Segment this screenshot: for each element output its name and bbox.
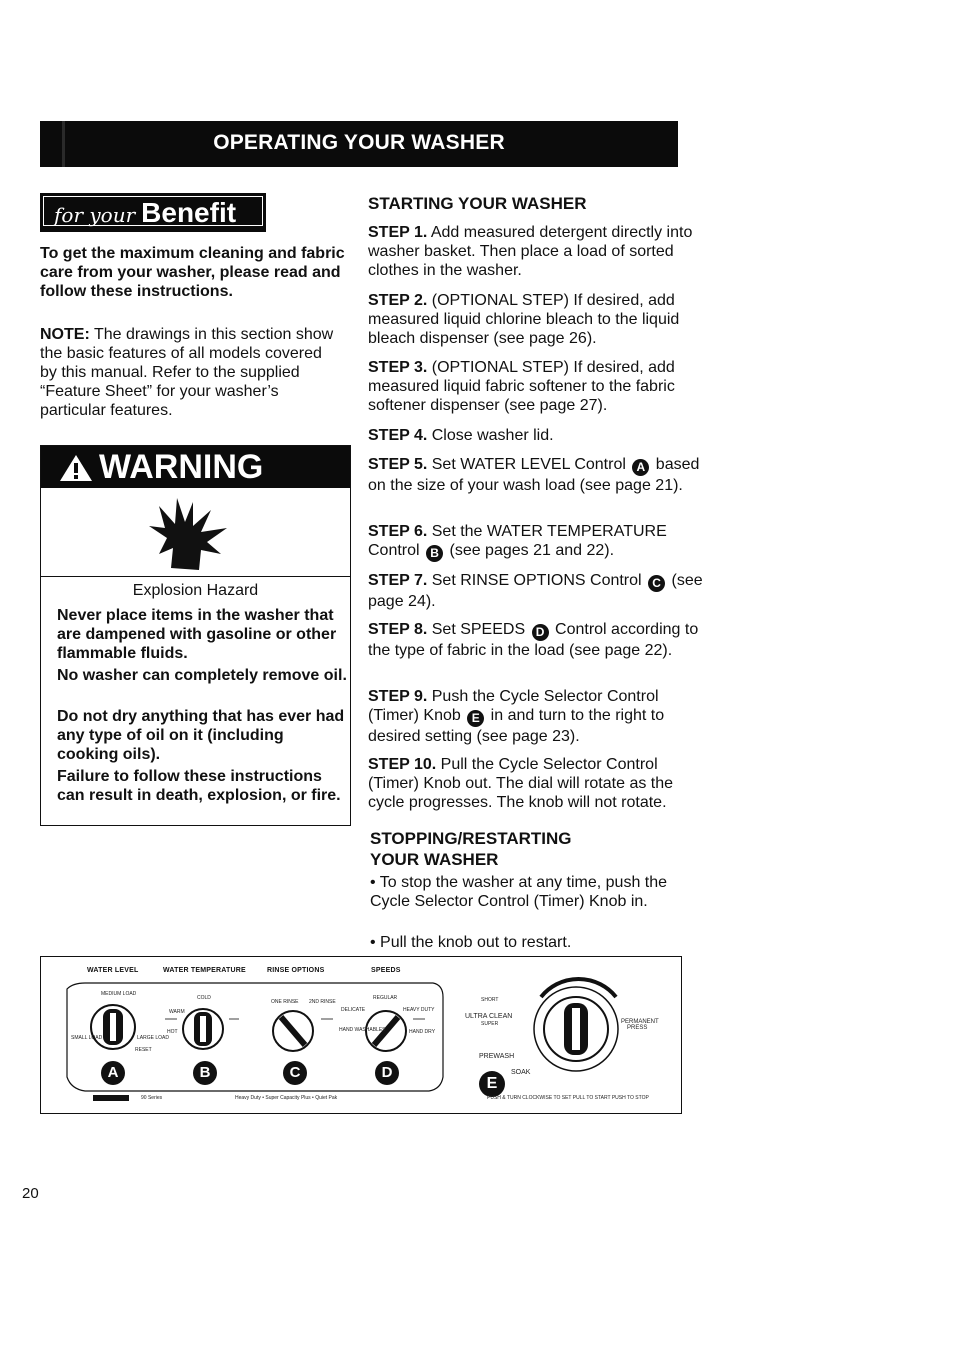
step-item [368, 687, 703, 746]
control-a-badge: A [632, 459, 649, 476]
dial-label: HAND WASHABLES [339, 1027, 386, 1033]
dial-label: PERMANENT [621, 1019, 659, 1025]
dial-label: ULTRA CLEAN [465, 1013, 513, 1020]
dial-label: COLD [197, 995, 211, 1001]
step-label: STEP 4. [368, 427, 428, 444]
step-text: Close washer lid. [431, 427, 554, 444]
control-a-badge: A [101, 1061, 125, 1085]
control-e-badge: E [467, 710, 484, 727]
step-text: Control according to the type of fabric in the load (see page 22). [368, 621, 699, 659]
step-item [368, 571, 703, 611]
dial-label: SOAK [511, 1069, 531, 1076]
step-label: STEP 1. [368, 224, 428, 241]
dial-label: MEDIUM LOAD [101, 991, 137, 997]
stopping-bullet: • Pull the knob out to restart. [370, 934, 572, 951]
warning-paragraph: No washer can completely remove oil. [57, 667, 347, 684]
step-item [368, 755, 703, 812]
step-text: (OPTIONAL STEP) If desired, add measured liquid fabric softener to the fabric softener dispenser (see page 27). [368, 359, 675, 414]
step-label: STEP 3. [368, 359, 428, 376]
step-text: Set SPEEDS [431, 621, 526, 638]
benefit-logo [40, 193, 266, 232]
dial-label: SHORT [481, 997, 499, 1003]
benefit-word: Benefit [141, 197, 237, 228]
step-text: (see page 24). [368, 572, 703, 610]
explosion-icon [41, 488, 352, 576]
warning-subtitle: Explosion Hazard [132, 582, 259, 599]
section-title: OPERATING YOUR WASHER [213, 131, 505, 154]
benefit-prefix: for your [54, 203, 136, 227]
panel-footer-text: Heavy Duty • Super Capacity Plus • Quiet Pak [235, 1095, 338, 1101]
step-text: Pull the Cycle Selector Control (Timer) Knob out. The dial will rotate as the cycle progresses. The knob will not rotate. [368, 756, 674, 811]
dial-label: HAND DRY [409, 1029, 436, 1035]
stopping-title-line: YOUR WASHER [370, 850, 499, 869]
panel-footer-text: 90 Series [141, 1095, 163, 1101]
step-label: STEP 7. [368, 572, 428, 589]
page-number: 20 [22, 1185, 39, 1202]
panel-label: WATER TEMPERATURE [163, 967, 246, 974]
dial-label: DELICATE [341, 1007, 366, 1013]
panel-label: RINSE OPTIONS [267, 967, 325, 974]
warning-paragraph: Never place items in the washer that are dampened with gasoline or other flammable fluids. [57, 607, 337, 662]
step-item [368, 426, 703, 445]
step-text: based on the size of your wash load (see page 21). [368, 456, 700, 494]
step-label: STEP 9. [368, 688, 428, 705]
dial-label: PREWASH [479, 1053, 515, 1060]
control-d-badge: D [532, 624, 549, 641]
control-c-badge: C [283, 1061, 307, 1085]
starting-title: STARTING YOUR WASHER [368, 194, 587, 213]
step-text: Set RINSE OPTIONS Control [431, 572, 642, 589]
stopping-title [370, 828, 572, 870]
control-c-badge: C [648, 575, 665, 592]
dial-label: HOT [167, 1029, 178, 1035]
dial-label: ONE RINSE [271, 999, 299, 1005]
step-label: STEP 10. [368, 756, 437, 773]
control-e-badge: E [479, 1071, 505, 1097]
warning-paragraph: Failure to follow these instructions can result in death, explosion, or fire. [57, 768, 341, 804]
control-panel-illustration [40, 956, 682, 1114]
step-label: STEP 2. [368, 292, 428, 309]
dial-label: HEAVY DUTY [403, 1007, 435, 1013]
step-text: Set WATER LEVEL Control [431, 456, 626, 473]
dial-label: REGULAR [373, 995, 398, 1001]
stopping-title-line: STOPPING/RESTARTING [370, 829, 572, 848]
step-label: STEP 6. [368, 523, 428, 540]
control-b-badge: B [193, 1061, 217, 1085]
stopping-bullet: • To stop the washer at any time, push the Cycle Selector Control (Timer) Knob in. [370, 874, 668, 910]
step-item [368, 291, 703, 348]
panel-footer-text: PUSH & TURN CLOCKWISE TO SET PULL TO START PUSH TO STOP [487, 1095, 649, 1101]
panel-label: WATER LEVEL [87, 967, 139, 974]
step-label: STEP 8. [368, 621, 428, 638]
warning-header [41, 446, 350, 488]
step-item [368, 522, 703, 562]
step-text: in and turn to the right to desired setting (see page 23). [368, 707, 665, 745]
step-text: Push the Cycle Selector Control (Timer) Knob [368, 688, 659, 724]
section-header [40, 121, 678, 167]
dial-label: PRESS [627, 1025, 648, 1031]
explosion-picture [41, 488, 350, 577]
warning-triangle-icon [59, 454, 93, 482]
dial-label: 2ND RINSE [309, 999, 336, 1005]
warning-paragraph: Do not dry anything that has ever had any type of oil on it (including cooking oils). [57, 708, 345, 763]
dial-label: LARGE LOAD [137, 1035, 169, 1041]
step-text: Add measured detergent directly into washer basket. Then place a load of sorted clothes in the washer. [368, 224, 693, 279]
step-item [368, 223, 703, 280]
dial-label: WARM [169, 1009, 185, 1015]
dial-label: RESET [135, 1047, 152, 1053]
warning-box [40, 445, 351, 826]
step-item [368, 455, 703, 495]
panel-label: SPEEDS [371, 967, 401, 974]
intro-text: To get the maximum cleaning and fabric care from your washer, please read and follow these instructions. [40, 245, 345, 300]
note-text: The drawings in this section show the basic features of all models covered by this manual. Refer to the supplied “Feature Sheet” for your washer’s particular features. [40, 326, 334, 419]
warning-title: WARNING [99, 448, 264, 486]
dial-label: SUPER [481, 1021, 499, 1027]
step-item [368, 620, 703, 660]
note-paragraph [40, 325, 340, 420]
step-text: (OPTIONAL STEP) If desired, add measured liquid chlorine bleach to the liquid bleach dispenser (see page 26). [368, 292, 680, 347]
step-label: STEP 5. [368, 456, 428, 473]
dial-label: SMALL LOAD [71, 1035, 103, 1041]
note-label: NOTE: [40, 326, 90, 343]
step-text: Set the WATER TEMPERATURE Control [368, 523, 667, 559]
control-d-badge: D [375, 1061, 399, 1085]
control-b-badge: B [426, 545, 443, 562]
step-text: (see pages 21 and 22). [449, 542, 615, 559]
step-item [368, 358, 703, 415]
